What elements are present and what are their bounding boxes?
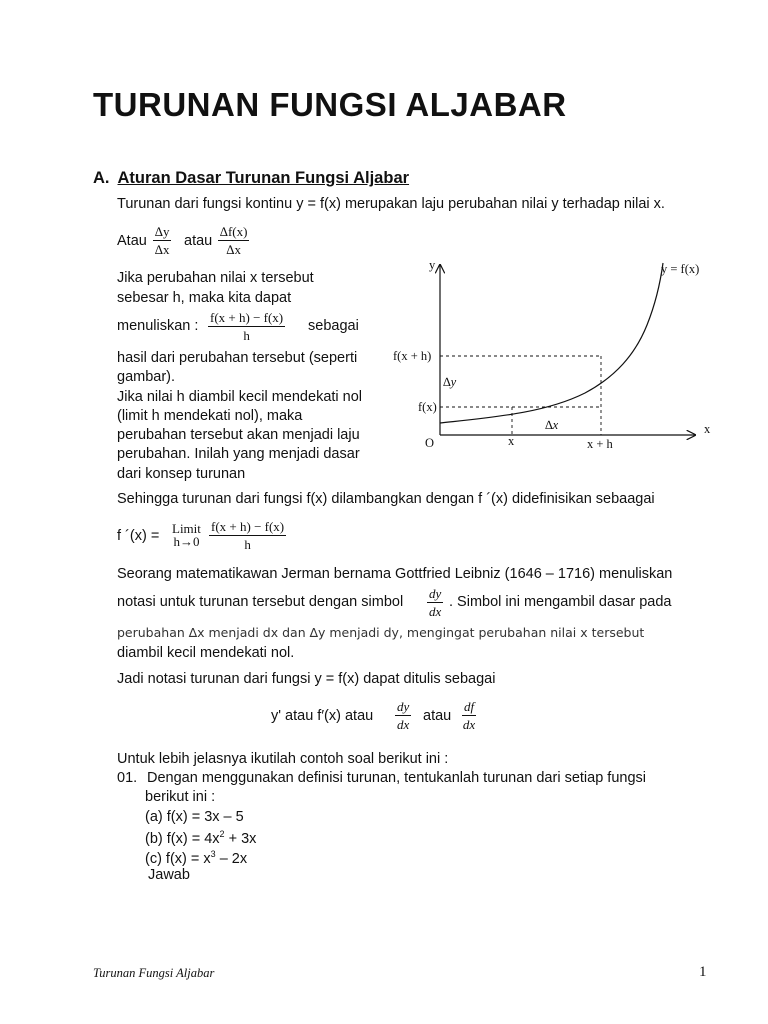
atau-prefix: Atau bbox=[117, 233, 147, 249]
y-axis-label: y bbox=[429, 258, 436, 272]
jadi-text: Jadi notasi turunan dari fungsi y = f(x) dapat ditulis sebagai bbox=[117, 671, 496, 687]
frac-num: ∆f(x) bbox=[220, 224, 248, 239]
left-para-line: (limit h mendekati nol), maka bbox=[117, 407, 303, 424]
footer-title: Turunan Fungsi Aljabar bbox=[93, 966, 215, 980]
page-number: 1 bbox=[699, 964, 707, 980]
contoh-intro: Untuk lebih jelasnya ikutilah contoh soal berikut ini : bbox=[117, 751, 449, 767]
section-heading bbox=[93, 169, 409, 188]
xh-tick-label: x + h bbox=[587, 437, 613, 451]
x-tick-label: x bbox=[508, 434, 515, 448]
left-para-line3-suffix: sebagai bbox=[308, 318, 359, 334]
notation-dy-dx bbox=[395, 699, 411, 732]
frac-den: h bbox=[243, 328, 250, 343]
frac-den: dx bbox=[429, 604, 442, 619]
difference-quotient bbox=[208, 310, 285, 343]
limit-operator bbox=[172, 522, 201, 548]
section-letter: A. bbox=[93, 169, 110, 187]
item-b-rest: + 3x bbox=[224, 830, 257, 847]
delta-x-label: ∆x bbox=[545, 418, 559, 432]
section-title: Aturan Dasar Turunan Fungsi Aljabar bbox=[117, 169, 410, 187]
left-para-line: Jika nilai h diambil kecil mendekati nol bbox=[117, 388, 363, 405]
dy-dx-symbol bbox=[427, 586, 443, 619]
left-para-line2: sebesar h, maka kita dapat bbox=[117, 290, 292, 306]
frac-den: dx bbox=[397, 717, 410, 732]
problem-text2: berikut ini : bbox=[145, 789, 216, 805]
fx-label: f(x) bbox=[418, 400, 437, 414]
item-c-rest: – 2x bbox=[215, 850, 248, 867]
frac-num: dy bbox=[397, 699, 410, 714]
left-para-rest bbox=[117, 349, 362, 484]
leibniz-line2-prefix: notasi untuk turunan tersebut dengan simbol bbox=[117, 594, 404, 610]
definition-quotient bbox=[209, 519, 286, 552]
left-para-line: perubahan tersebut akan menjadi laju bbox=[117, 427, 360, 444]
left-para-line1: Jika perubahan nilai x tersebut bbox=[117, 270, 314, 286]
origin-label: O bbox=[425, 436, 435, 450]
intro-text: Turunan dari fungsi kontinu y = f(x) merupakan laju perubahan nilai y terhadap nilai x. bbox=[117, 196, 665, 212]
curve-fx bbox=[440, 263, 663, 423]
problem-item-a: (a) f(x) = 3x – 5 bbox=[145, 809, 244, 825]
problem-number: 01. bbox=[117, 770, 138, 786]
left-para-line: gambar). bbox=[117, 369, 176, 386]
page-title: TURUNAN FUNGSI ALJABAR bbox=[93, 86, 567, 123]
leibniz-line3: perubahan ∆x menjadi dx dan ∆y menjadi dy, mengingat perubahan nilai x tersebut bbox=[117, 625, 645, 640]
jawab-label: Jawab bbox=[148, 867, 190, 883]
frac-den: ∆x bbox=[226, 242, 241, 257]
left-para-line3-prefix: menuliskan : bbox=[117, 318, 199, 334]
item-b-base: (b) f(x) = 4x bbox=[145, 830, 220, 847]
frac-num: f(x + h) − f(x) bbox=[211, 519, 285, 534]
notation-df-dx bbox=[462, 699, 476, 732]
leibniz-line2-suffix: . Simbol ini mengambil dasar pada bbox=[449, 594, 672, 610]
delta-y-label: ∆y bbox=[443, 375, 457, 389]
left-para-line: dari konsep turunan bbox=[117, 465, 246, 482]
item-c-exponent: 3 bbox=[210, 849, 216, 859]
x-axis-label: x bbox=[704, 422, 711, 436]
frac-num: ∆y bbox=[155, 224, 170, 239]
atau-mid: atau bbox=[184, 233, 213, 249]
left-para-line: perubahan. Inilah yang menjadi dasar bbox=[117, 446, 360, 463]
problem-text1: Dengan menggunakan definisi turunan, tentukanlah turunan dari setiap fungsi bbox=[147, 770, 646, 786]
frac-num: f(x + h) − f(x) bbox=[210, 310, 284, 325]
item-c-base: (c) f(x) = x bbox=[145, 850, 211, 867]
frac-den: h bbox=[244, 537, 251, 552]
limit-word: Limit bbox=[172, 521, 201, 536]
sehingga-text: Sehingga turunan dari fungsi f(x) dilambangkan dengan f ´(x) didefinisikan sebaagai bbox=[117, 491, 655, 507]
frac-den: ∆x bbox=[155, 242, 170, 257]
notation-prefix: y' atau f′(x) atau bbox=[271, 708, 374, 724]
leibniz-line4: diambil kecil mendekati nol. bbox=[117, 645, 295, 661]
delta-f-over-delta-x bbox=[218, 224, 249, 257]
fxh-label: f(x + h) bbox=[393, 349, 432, 363]
problem-item-c bbox=[145, 849, 247, 867]
curve-label: y = f(x) bbox=[661, 262, 700, 276]
leibniz-line1: Seorang matematikawan Jerman bernama Gottfried Leibniz (1646 – 1716) menuliskan bbox=[117, 566, 673, 582]
problem-item-b bbox=[145, 829, 256, 847]
limit-subscript: h→0 bbox=[173, 534, 200, 549]
frac-den: dx bbox=[462, 717, 476, 732]
frac-num: df bbox=[464, 699, 475, 714]
definition-lhs: f ´(x) = bbox=[117, 528, 160, 544]
item-b-exponent: 2 bbox=[219, 829, 225, 839]
delta-y-over-delta-x bbox=[153, 224, 171, 257]
notation-mid: atau bbox=[423, 708, 452, 724]
left-para-line: hasil dari perubahan tersebut (seperti bbox=[117, 350, 358, 366]
frac-num: dy bbox=[429, 586, 442, 601]
